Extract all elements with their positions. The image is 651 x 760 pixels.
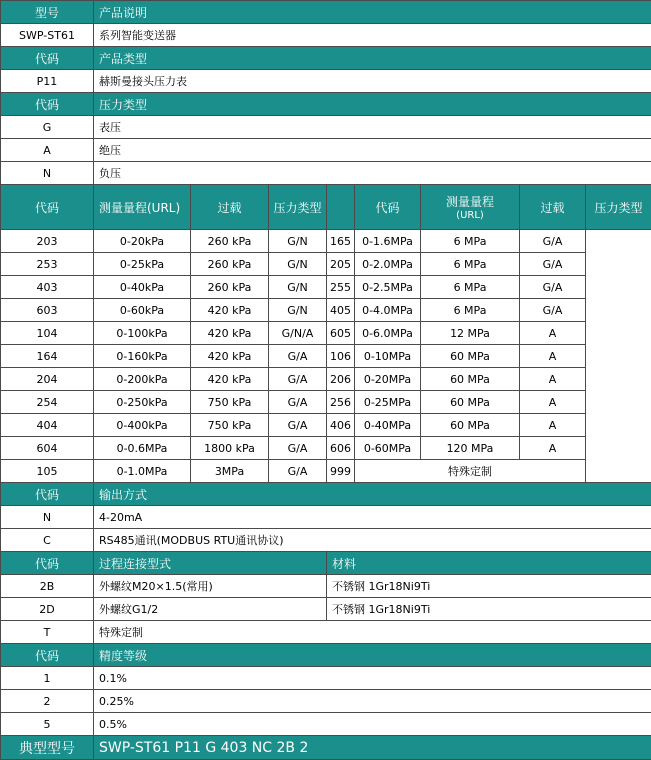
range-overload-right: 60 MPa	[421, 368, 520, 391]
range-value-left: 0-100kPa	[94, 322, 191, 345]
type-desc: 赫斯曼接头压力表	[94, 70, 651, 93]
range-code-left: 603	[1, 299, 94, 322]
range-row	[1, 230, 651, 253]
range-ptype-right: G/A	[520, 276, 586, 299]
model-header-row	[1, 1, 651, 24]
pressure-type-row	[1, 162, 651, 185]
output-code: C	[1, 529, 94, 552]
range-overload-left: 3MPa	[191, 460, 269, 483]
output-header-desc: 输出方式	[94, 483, 651, 506]
range-value-left: 0-200kPa	[94, 368, 191, 391]
range-overload-right: 6 MPa	[421, 253, 520, 276]
pressure-type-desc: 负压	[94, 162, 651, 185]
type-header-row	[1, 47, 651, 70]
range-header-overload-left: 过载	[191, 185, 269, 230]
range-value-left: 0-400kPa	[94, 414, 191, 437]
output-desc: 4-20mA	[94, 506, 651, 529]
range-overload-right: 60 MPa	[421, 391, 520, 414]
range-ptype-right: G/A	[520, 299, 586, 322]
range-row	[1, 276, 651, 299]
range-ptype-left: G/A	[269, 345, 327, 368]
range-code-right: 256	[327, 391, 355, 414]
range-code-left: 204	[1, 368, 94, 391]
range-value-right: 0-25MPa	[355, 391, 421, 414]
connection-row	[1, 621, 651, 644]
connection-material: 不锈钢 1Gr18Ni9Ti	[327, 598, 651, 621]
range-value-right: 0-4.0MPa	[355, 299, 421, 322]
range-value-right: 0-2.5MPa	[355, 276, 421, 299]
type-header-code: 代码	[1, 47, 94, 70]
range-overload-left: 750 kPa	[191, 391, 269, 414]
range-code-left: 164	[1, 345, 94, 368]
range-header-code-right: 代码	[355, 185, 421, 230]
range-overload-right: 60 MPa	[421, 345, 520, 368]
range-overload-left: 420 kPa	[191, 368, 269, 391]
range-row	[1, 391, 651, 414]
range-value-right: 0-60MPa	[355, 437, 421, 460]
range-overload-left: 420 kPa	[191, 345, 269, 368]
range-overload-right: 6 MPa	[421, 230, 520, 253]
pressure-type-desc: 绝压	[94, 139, 651, 162]
range-value-left: 0-40kPa	[94, 276, 191, 299]
range-value-right: 0-20MPa	[355, 368, 421, 391]
connection-code: 2D	[1, 598, 94, 621]
connection-code: 2B	[1, 575, 94, 598]
range-ptype-right: A	[520, 437, 586, 460]
model-desc: 系列智能变送器	[94, 24, 651, 47]
typical-model-label: 典型型号	[1, 736, 94, 760]
connection-material: 不锈钢 1Gr18Ni9Ti	[327, 575, 651, 598]
accuracy-code: 1	[1, 667, 94, 690]
range-header-ptype-left: 压力类型	[269, 185, 327, 230]
range-row	[1, 299, 651, 322]
accuracy-desc: 0.1%	[94, 667, 651, 690]
range-code-right: 255	[327, 276, 355, 299]
range-code-right: 206	[327, 368, 355, 391]
pressure-type-row	[1, 139, 651, 162]
range-code-right: 606	[327, 437, 355, 460]
connection-row	[1, 575, 651, 598]
range-header-range-sub: (URL)	[424, 210, 516, 221]
range-header-range-main: 测量量程	[424, 193, 516, 210]
range-overload-right: 60 MPa	[421, 414, 520, 437]
range-code-left: 104	[1, 322, 94, 345]
pressure-type-row	[1, 116, 651, 139]
range-row	[1, 414, 651, 437]
accuracy-header-row	[1, 644, 651, 667]
connection-desc: 特殊定制	[94, 621, 651, 644]
output-row	[1, 529, 651, 552]
range-overload-left: 750 kPa	[191, 414, 269, 437]
range-header-range-right	[421, 185, 520, 230]
range-value-left: 0-0.6MPa	[94, 437, 191, 460]
accuracy-row	[1, 713, 651, 736]
range-overload-left: 260 kPa	[191, 253, 269, 276]
pressure-type-header-desc: 压力类型	[94, 93, 651, 116]
range-value-left: 0-1.0MPa	[94, 460, 191, 483]
range-code-left: 404	[1, 414, 94, 437]
range-code-left: 105	[1, 460, 94, 483]
range-header-ptype-right: 压力类型	[586, 185, 651, 230]
range-value-left: 0-250kPa	[94, 391, 191, 414]
range-code-left: 253	[1, 253, 94, 276]
range-value-right: 0-2.0MPa	[355, 253, 421, 276]
range-code-right: 999	[327, 460, 355, 483]
range-code-right: 406	[327, 414, 355, 437]
range-value-right: 0-10MPa	[355, 345, 421, 368]
model-code: SWP-ST61	[1, 24, 94, 47]
output-header-row	[1, 483, 651, 506]
range-ptype-left: G/A	[269, 368, 327, 391]
range-row	[1, 345, 651, 368]
range-divider	[327, 185, 355, 230]
output-code: N	[1, 506, 94, 529]
range-ptype-right: G/A	[520, 230, 586, 253]
accuracy-desc: 0.25%	[94, 690, 651, 713]
range-row	[1, 322, 651, 345]
connection-desc: 外螺纹G1/2	[94, 598, 327, 621]
accuracy-header-code: 代码	[1, 644, 94, 667]
pressure-type-code: G	[1, 116, 94, 139]
range-ptype-left: G/N	[269, 276, 327, 299]
range-row	[1, 437, 651, 460]
range-value-right: 0-40MPa	[355, 414, 421, 437]
model-header-desc: 产品说明	[94, 1, 651, 24]
range-overload-right: 12 MPa	[421, 322, 520, 345]
range-overload-left: 1800 kPa	[191, 437, 269, 460]
connection-code: T	[1, 621, 94, 644]
accuracy-row	[1, 690, 651, 713]
range-header-range-left: 测量量程(URL)	[94, 185, 191, 230]
accuracy-row	[1, 667, 651, 690]
pressure-type-header-row	[1, 93, 651, 116]
accuracy-code: 5	[1, 713, 94, 736]
pressure-type-code: N	[1, 162, 94, 185]
range-ptype-right: A	[520, 368, 586, 391]
type-code: P11	[1, 70, 94, 93]
range-ptype-left: G/A	[269, 460, 327, 483]
range-ptype-right: A	[520, 391, 586, 414]
range-overload-left: 260 kPa	[191, 230, 269, 253]
connection-header-row	[1, 552, 651, 575]
accuracy-desc: 0.5%	[94, 713, 651, 736]
output-desc: RS485通讯(MODBUS RTU通讯协议)	[94, 529, 651, 552]
accuracy-code: 2	[1, 690, 94, 713]
range-ptype-left: G/A	[269, 414, 327, 437]
typical-model-row	[1, 736, 651, 760]
pressure-type-code: A	[1, 139, 94, 162]
range-ptype-left: G/N	[269, 230, 327, 253]
range-code-right: 106	[327, 345, 355, 368]
range-body	[1, 230, 651, 483]
range-ptype-right: A	[520, 414, 586, 437]
range-value-left: 0-160kPa	[94, 345, 191, 368]
range-row	[1, 460, 651, 483]
accuracy-header-desc: 精度等级	[94, 644, 651, 667]
pressure-type-header-code: 代码	[1, 93, 94, 116]
range-code-right: 605	[327, 322, 355, 345]
range-ptype-left: G/A	[269, 437, 327, 460]
range-value-left: 0-20kPa	[94, 230, 191, 253]
output-row	[1, 506, 651, 529]
range-row	[1, 253, 651, 276]
range-value-left: 0-25kPa	[94, 253, 191, 276]
range-ptype-left: G/N	[269, 299, 327, 322]
range-ptype-right: G/A	[520, 253, 586, 276]
range-code-left: 203	[1, 230, 94, 253]
range-header-overload-right: 过载	[520, 185, 586, 230]
range-code-left: 254	[1, 391, 94, 414]
range-ptype-left: G/N/A	[269, 322, 327, 345]
range-value-right: 0-6.0MPa	[355, 322, 421, 345]
range-code-left: 604	[1, 437, 94, 460]
range-ptype-left: G/A	[269, 391, 327, 414]
range-value-right: 0-1.6MPa	[355, 230, 421, 253]
range-ptype-left: G/N	[269, 253, 327, 276]
connection-header-code: 代码	[1, 552, 94, 575]
range-header-code-left: 代码	[1, 185, 94, 230]
range-row	[1, 368, 651, 391]
range-overload-right: 120 MPa	[421, 437, 520, 460]
typical-model-value: SWP-ST61 P11 G 403 NC 2B 2	[94, 736, 651, 760]
range-ptype-right: A	[520, 345, 586, 368]
range-code-left: 403	[1, 276, 94, 299]
range-overload-left: 420 kPa	[191, 322, 269, 345]
type-header-desc: 产品类型	[94, 47, 651, 70]
range-ptype-right: A	[520, 322, 586, 345]
range-overload-right: 6 MPa	[421, 276, 520, 299]
model-header-code: 型号	[1, 1, 94, 24]
range-overload-left: 420 kPa	[191, 299, 269, 322]
range-overload-left: 260 kPa	[191, 276, 269, 299]
range-code-right: 205	[327, 253, 355, 276]
connection-desc: 外螺纹M20×1.5(常用)	[94, 575, 327, 598]
range-code-right: 405	[327, 299, 355, 322]
range-code-right: 165	[327, 230, 355, 253]
type-row	[1, 70, 651, 93]
connection-header-desc: 过程连接型式	[94, 552, 327, 575]
output-header-code: 代码	[1, 483, 94, 506]
pressure-type-desc: 表压	[94, 116, 651, 139]
connection-row	[1, 598, 651, 621]
range-value-left: 0-60kPa	[94, 299, 191, 322]
range-overload-right: 6 MPa	[421, 299, 520, 322]
connection-header-material: 材料	[327, 552, 651, 575]
model-row	[1, 24, 651, 47]
range-header-row	[1, 185, 651, 230]
range-special-custom: 特殊定制	[355, 460, 586, 483]
